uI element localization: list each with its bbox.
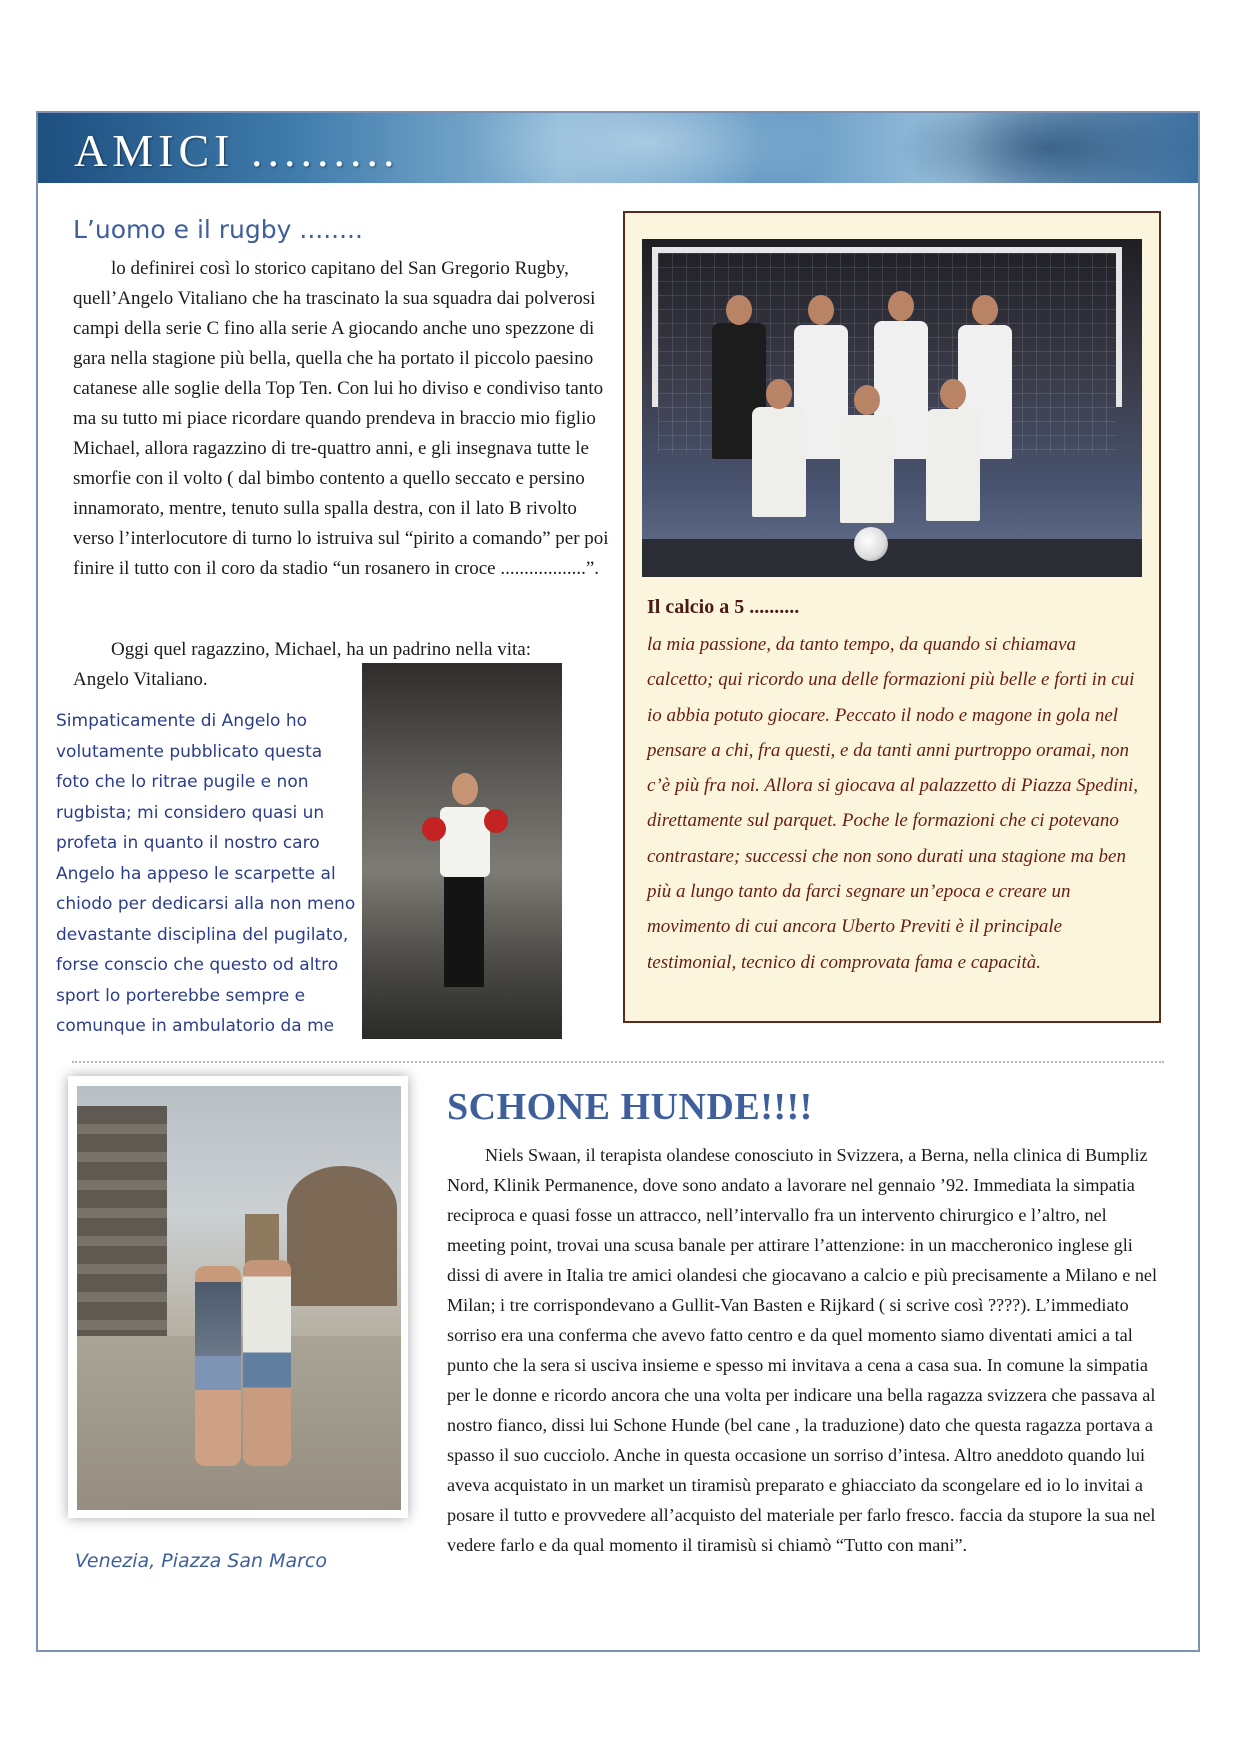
schone-article: Niels Swaan, il terapista olandese conosciuto in Svizzera, a Berna, nella clinica di Bumpliz Nord, Klinik Permanence, dove sono andato a lavorare nel gennaio ’92. Immediata la simpatia reciproca e quasi fosse un attracco, nell’intervallo fra un intervento chirurgico e l’altro, nel meeting point, trovai una scusa banale per attirare l’attenzione: in un maccheronico inglese gli dissi di avere in Italia tre amici olandesi che giocavano a calcio e più precisamente a Milano e nel Milan; i tre corrispondevano a Gullit-Van Basten e Rijkard ( si scrive così ????). L’immediato sorriso era una conferma che avevo fatto centro e da quel momento siamo diventati amici a tal punto che la sera si usciva insieme e spesso mi invitava a cena a casa sua. In comune la simpatia per le donne e ricordo ancora che una volta per indicare una bella ragazza svizzera che passava al nostro fianco, dissi lui Schone Hunde (bel cane , la traduzione) dato che questa ragazza portava a spasso il suo cucciolo. Anche in questa occasione un sorriso d’intesa. Altro aneddoto quando lui aveva acquistato in un market un tiramisù preparato e ghiacciato da scongelare ed io lo invitai a posare il tutto e provvedere all’acquisto del materiale per farlo fresco. faccia da stupore la sua nel vedere farlo e da qual momento il tiramisù si chiamò “Tutto con mani”. xyxy=(447,1145,1158,1555)
venezia-caption: Venezia, Piazza San Marco xyxy=(75,1550,327,1572)
calcio-title: Il calcio a 5 .......... xyxy=(647,596,800,618)
boxer-figure xyxy=(434,773,494,983)
rugby-closing-name: Angelo Vitaliano. xyxy=(73,669,208,690)
rugby-closing-line: Oggi quel ragazzino, Michael, ha un padrino nella vita: xyxy=(111,639,531,660)
section-divider xyxy=(72,1061,1164,1063)
person-left xyxy=(195,1266,241,1466)
boxing-glove-right xyxy=(484,809,508,833)
boxer-photo xyxy=(362,663,562,1039)
rugby-paragraph: lo definirei così lo storico capitano del San Gregorio Rugby, quell’Angelo Vitaliano che ha trascinato la sua squadra dai polverosi campi della serie C fino alla serie A giocando anche uno spezzone di gara nella stagione più bella, quella che ha portato il piccolo paesino catanese alle soglie della Top Ten. Con lui ho diviso e condiviso tanto ma su tutto mi piace ricordare quando prendeva in braccio mio figlio Michael, allora ragazzino di tre-quattro anni, e gli insegnava tutte le smorfie con il volto ( dal bimbo contento a quello seccato e persino innamorato, mentre, tenuto sulla spalla destra, con il lato B rivolto verso l’interlocutore di turno lo istruiva sul “pirito a comando” per poi finire il tutto con il coro da stadio “un rosanero in croce ..................”. xyxy=(73,258,609,579)
court-floor xyxy=(642,539,1142,577)
venezia-photo xyxy=(77,1086,401,1510)
rugby-article xyxy=(73,254,613,584)
banner-wave-highlight xyxy=(468,113,828,183)
football-ball xyxy=(854,527,888,561)
rugby-heading: L’uomo e il rugby ........ xyxy=(73,215,363,244)
boxing-glove-left xyxy=(422,817,446,841)
banner-wave-shadow xyxy=(898,113,1198,183)
rugby-side-note: Simpaticamente di Angelo ho volutamente pubblicato questa foto che lo ritrae pugile e non rugbista; mi considero quasi un profeta in quanto il nostro caro Angelo ha appeso le scarpette al chiodo per dedicarsi alla non meno devastante disciplina del pugilato, forse conscio che questo od altro sport lo porterebbe sempre e comunque in ambulatorio da me xyxy=(56,711,356,1036)
page-title: AMICI ......... xyxy=(74,125,400,176)
person-right xyxy=(243,1260,291,1466)
schone-heading: SCHONE HUNDE!!!! xyxy=(447,1086,813,1128)
calcio-text: la mia passione, da tanto tempo, da quando si chiamava calcetto; qui ricordo una delle formazioni più belle e forti in cui io abbia potuto giocare. Peccato il nodo e magone in gola nel pensare a chi, fra questi, e da tanti anni purtroppo oramai, non c’è più fra noi. Allora si giocava al palazzetto di Piazza Spedini, direttamente sul parquet. Poche le formazioni che ci potevano contrastare; successi che non sono durati una stagione ma ben più a lungo tanto da farci segnare un’epoca e creare un movimento di cui ancora Uberto Previti è il principale testimonial, tecnico di comprovata fama e capacità. xyxy=(647,634,1138,973)
team-photo xyxy=(642,239,1142,577)
basilica xyxy=(287,1166,397,1306)
procuratie-building xyxy=(77,1106,167,1366)
